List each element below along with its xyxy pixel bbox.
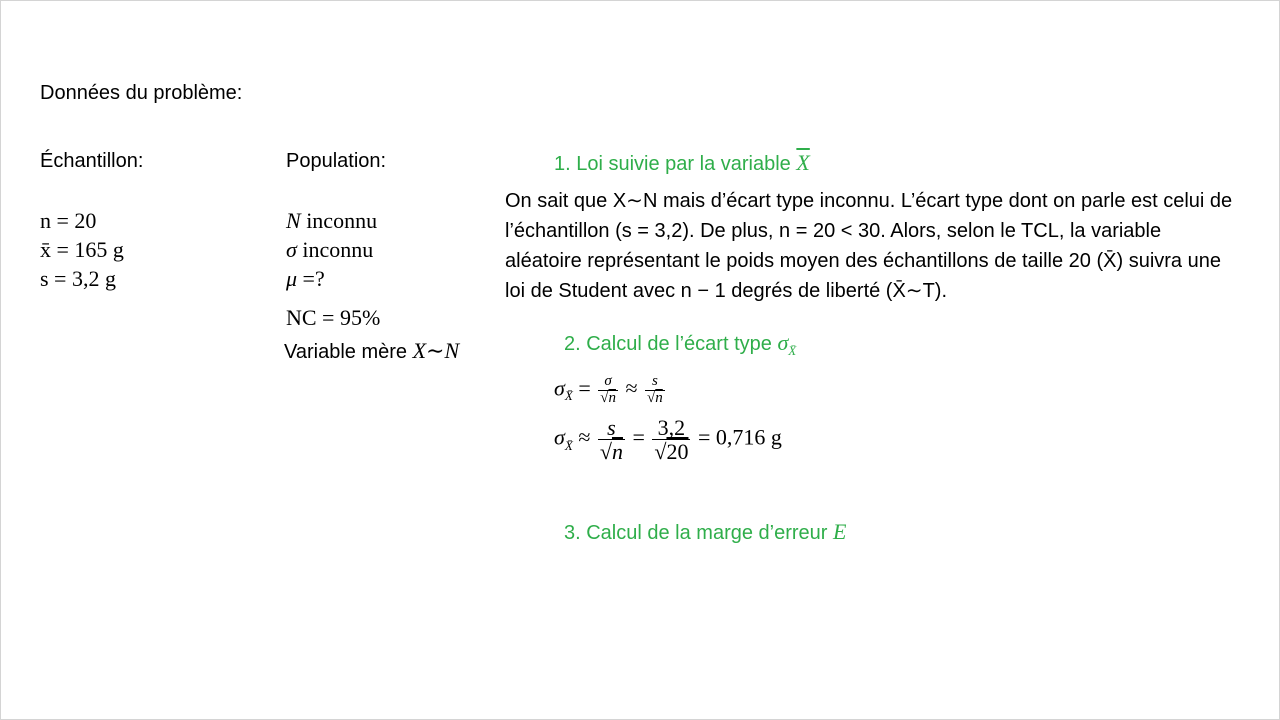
step2-title — [564, 330, 796, 356]
f2-result: 0,716 g — [715, 424, 782, 450]
f1-eq: = — [578, 375, 591, 401]
sigma-symbol: σ — [286, 237, 297, 262]
f1-fraction-1 — [598, 374, 618, 407]
population-heading: Population: — [286, 150, 387, 172]
step2-title-text: 2. Calcul de l’écart type — [564, 333, 778, 355]
f1-approx: ≈ — [625, 375, 638, 401]
f2-frac2-num: 3,2 — [657, 415, 686, 440]
step3-title — [564, 519, 846, 545]
population-parent-variable — [284, 338, 459, 364]
f1-lhs-sub: X̄ — [564, 388, 573, 404]
population-mu — [286, 266, 325, 292]
step1-title — [554, 150, 810, 176]
parent-expr: X∼N — [412, 338, 460, 363]
sample-heading: Échantillon: — [40, 150, 144, 172]
f1-frac2-num: s — [651, 373, 658, 389]
f2-eq1: = — [632, 424, 645, 450]
f2-fraction-1 — [598, 416, 625, 463]
f2-eq2: = — [697, 424, 711, 450]
population-nc: NC = 95% — [286, 305, 381, 330]
f2-fraction-2 — [652, 416, 690, 463]
N-text: inconnu — [300, 208, 378, 233]
formula-2 — [554, 416, 782, 463]
page-title: Données du problème: — [40, 82, 243, 104]
sample-sd: s = 3,2 g — [40, 266, 116, 291]
sigma-text: inconnu — [296, 237, 374, 262]
sample-mean: x̄ = 165 g — [40, 237, 124, 262]
sqrt-icon — [654, 439, 666, 464]
f1-fraction-2 — [645, 374, 665, 407]
f2-approx: ≈ — [578, 424, 591, 450]
formula-1 — [554, 374, 667, 407]
f2-lhs: σ — [554, 424, 565, 450]
parent-label: Variable mère — [284, 341, 413, 363]
step1-paragraph: On sait que X∼N mais d’écart type inconnu. L’écart type dont on parle est celui de l’échantillon (s = 3,2). De plus, n = 20 < 30. Alors, selon le TCL, la variable aléatoire représentant le poids moyen des échantillons de taille 20 (X̄) suivra une loi de Student avec n − 1 degrés de liberté (X̄∼T). — [505, 190, 1233, 302]
mu-text: =? — [297, 266, 325, 291]
step2-title-var: σ — [777, 330, 789, 355]
f1-lhs: σ — [554, 375, 565, 401]
step3-title-text: 3. Calcul de la marge d’erreur — [564, 522, 834, 544]
step1-title-text: 1. Loi suivie par la variable — [554, 153, 797, 175]
f1-frac1-den: $\overline{n}$ — [608, 389, 616, 406]
mu-symbol: μ — [286, 266, 298, 291]
sqrt-icon — [600, 439, 612, 464]
population-sigma — [286, 237, 373, 263]
N-symbol: N — [286, 208, 301, 233]
f2-frac2-den: 20 — [666, 439, 689, 465]
population-N — [286, 208, 377, 234]
step1-title-var: $\overline{X}$ — [796, 150, 810, 175]
f1-frac2-den: $\overline{n}$ — [655, 389, 663, 406]
f2-frac1-num: s — [607, 415, 616, 440]
f1-frac1-num: σ — [604, 373, 612, 389]
f2-frac1-den: $\overline{n}$ — [611, 439, 623, 465]
step3-title-var: E — [833, 519, 847, 544]
f2-lhs-sub: X̄ — [564, 437, 573, 453]
step2-title-sub: X̄ — [788, 343, 797, 358]
sample-n: n = 20 — [40, 208, 97, 233]
